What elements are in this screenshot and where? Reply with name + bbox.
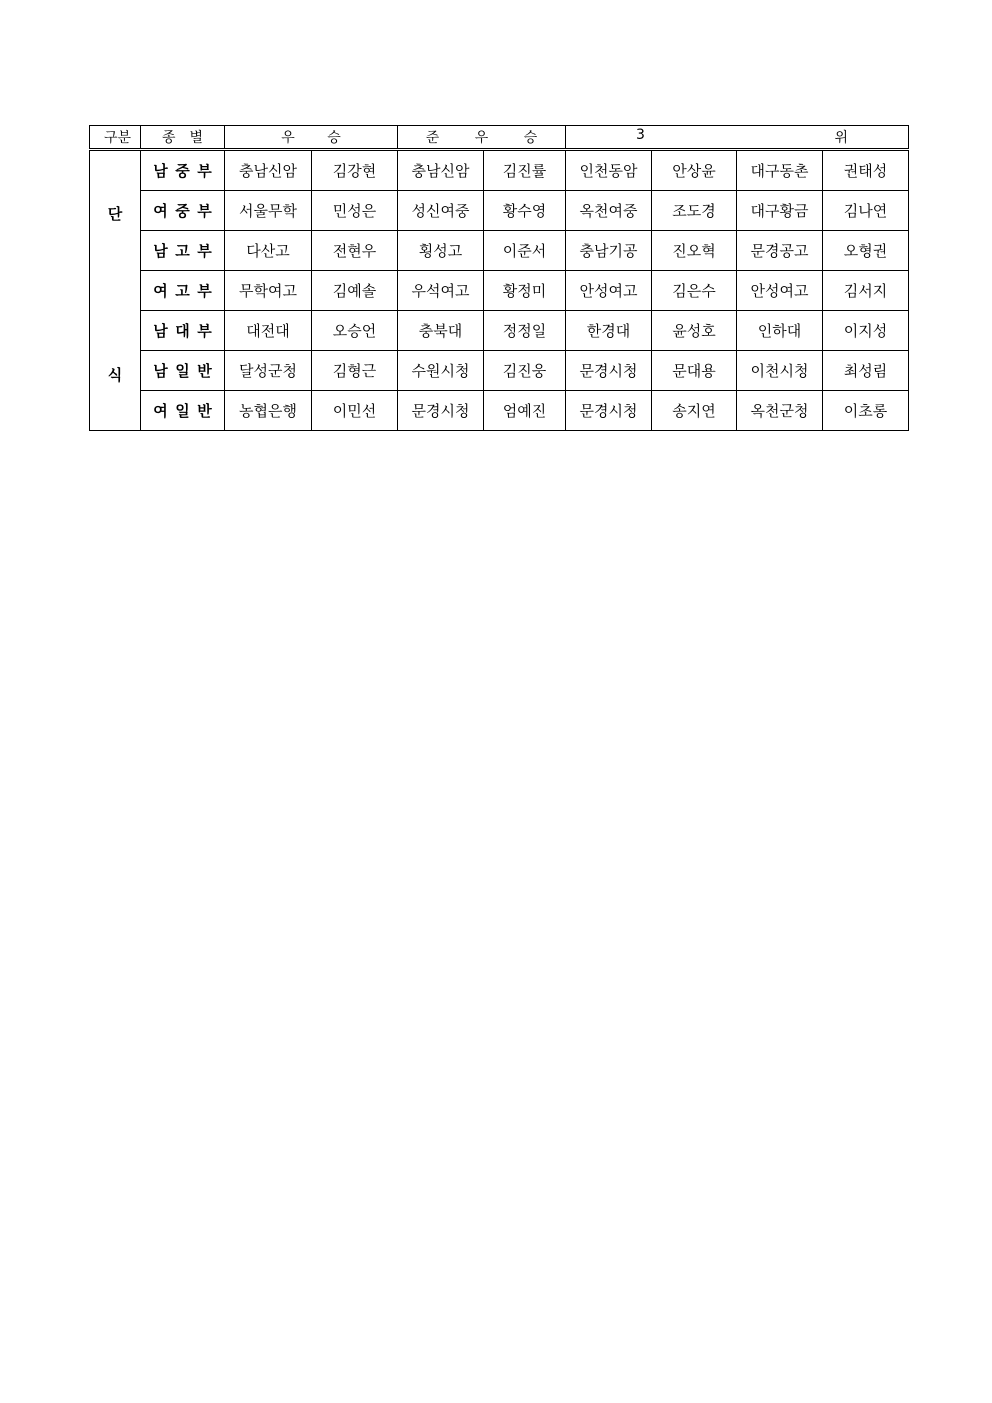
second-team-cell: 횡성고: [398, 231, 484, 271]
table-row: [90, 351, 909, 391]
division-label-top: 단: [107, 205, 123, 223]
category-cell: 여중부: [141, 191, 225, 231]
first-name-cell: 김예솔: [312, 271, 398, 311]
division-cell: [90, 150, 141, 431]
third1-team-cell: 한경대: [566, 311, 652, 351]
first-name-cell: 김강현: [312, 150, 398, 191]
first-name-cell: 민성은: [312, 191, 398, 231]
second-team-cell: 문경시청: [398, 391, 484, 431]
first-team-cell: 달성군청: [225, 351, 312, 391]
second-name-cell: 황수영: [484, 191, 566, 231]
third2-name-cell: 오형권: [823, 231, 909, 271]
third2-team-cell: 안성여고: [737, 271, 823, 311]
first-team-cell: 대전대: [225, 311, 312, 351]
category-cell: 남일반: [141, 351, 225, 391]
category-cell: 남중부: [141, 150, 225, 191]
table-row: [90, 391, 909, 431]
second-team-cell: 충북대: [398, 311, 484, 351]
third1-name-cell: 윤성호: [652, 311, 737, 351]
category-cell: 여고부: [141, 271, 225, 311]
third2-team-cell: 인하대: [737, 311, 823, 351]
third2-name-cell: 김서지: [823, 271, 909, 311]
table-row: [90, 311, 909, 351]
second-name-cell: 황정미: [484, 271, 566, 311]
second-name-cell: 김진률: [484, 150, 566, 191]
first-team-cell: 무학여고: [225, 271, 312, 311]
third1-name-cell: 송지연: [652, 391, 737, 431]
third2-team-cell: 대구동촌: [737, 150, 823, 191]
third1-team-cell: 인천동암: [566, 150, 652, 191]
first-name-cell: 전현우: [312, 231, 398, 271]
third1-team-cell: 문경시청: [566, 351, 652, 391]
third2-team-cell: 옥천군청: [737, 391, 823, 431]
table-row: [90, 271, 909, 311]
category-cell: 여일반: [141, 391, 225, 431]
second-team-cell: 성신여중: [398, 191, 484, 231]
header-row: [90, 126, 909, 150]
category-cell: 남고부: [141, 231, 225, 271]
third2-name-cell: 권태성: [823, 150, 909, 191]
table-row: [90, 191, 909, 231]
third1-name-cell: 진오혁: [652, 231, 737, 271]
first-name-cell: 이민선: [312, 391, 398, 431]
results-table: [89, 125, 909, 431]
table-row: [90, 150, 909, 191]
third1-name-cell: 안상윤: [652, 150, 737, 191]
first-name-cell: 김형근: [312, 351, 398, 391]
third2-team-cell: 대구황금: [737, 191, 823, 231]
table-row: [90, 231, 909, 271]
third1-name-cell: 문대용: [652, 351, 737, 391]
header-category: 종 별: [141, 126, 225, 150]
third2-name-cell: 최성림: [823, 351, 909, 391]
second-team-cell: 충남신암: [398, 150, 484, 191]
header-second: 준 우 승: [398, 126, 566, 150]
first-team-cell: 서울무학: [225, 191, 312, 231]
first-team-cell: 농협은행: [225, 391, 312, 431]
third2-name-cell: 이초롱: [823, 391, 909, 431]
third1-name-cell: 조도경: [652, 191, 737, 231]
category-cell: 남대부: [141, 311, 225, 351]
header-first: 우 승: [225, 126, 398, 150]
division-label-bottom: 식: [107, 366, 123, 384]
header-third: 3 위: [566, 126, 909, 150]
first-name-cell: 오승언: [312, 311, 398, 351]
third2-team-cell: 문경공고: [737, 231, 823, 271]
first-team-cell: 충남신암: [225, 150, 312, 191]
second-team-cell: 우석여고: [398, 271, 484, 311]
third1-name-cell: 김은수: [652, 271, 737, 311]
third2-team-cell: 이천시청: [737, 351, 823, 391]
third1-team-cell: 옥천여중: [566, 191, 652, 231]
second-name-cell: 정정일: [484, 311, 566, 351]
second-name-cell: 이준서: [484, 231, 566, 271]
first-team-cell: 다산고: [225, 231, 312, 271]
third2-name-cell: 이지성: [823, 311, 909, 351]
third1-team-cell: 안성여고: [566, 271, 652, 311]
second-team-cell: 수원시청: [398, 351, 484, 391]
third1-team-cell: 충남기공: [566, 231, 652, 271]
third2-name-cell: 김나연: [823, 191, 909, 231]
header-division: 구 분: [90, 126, 141, 150]
second-name-cell: 김진웅: [484, 351, 566, 391]
second-name-cell: 엄예진: [484, 391, 566, 431]
third1-team-cell: 문경시청: [566, 391, 652, 431]
